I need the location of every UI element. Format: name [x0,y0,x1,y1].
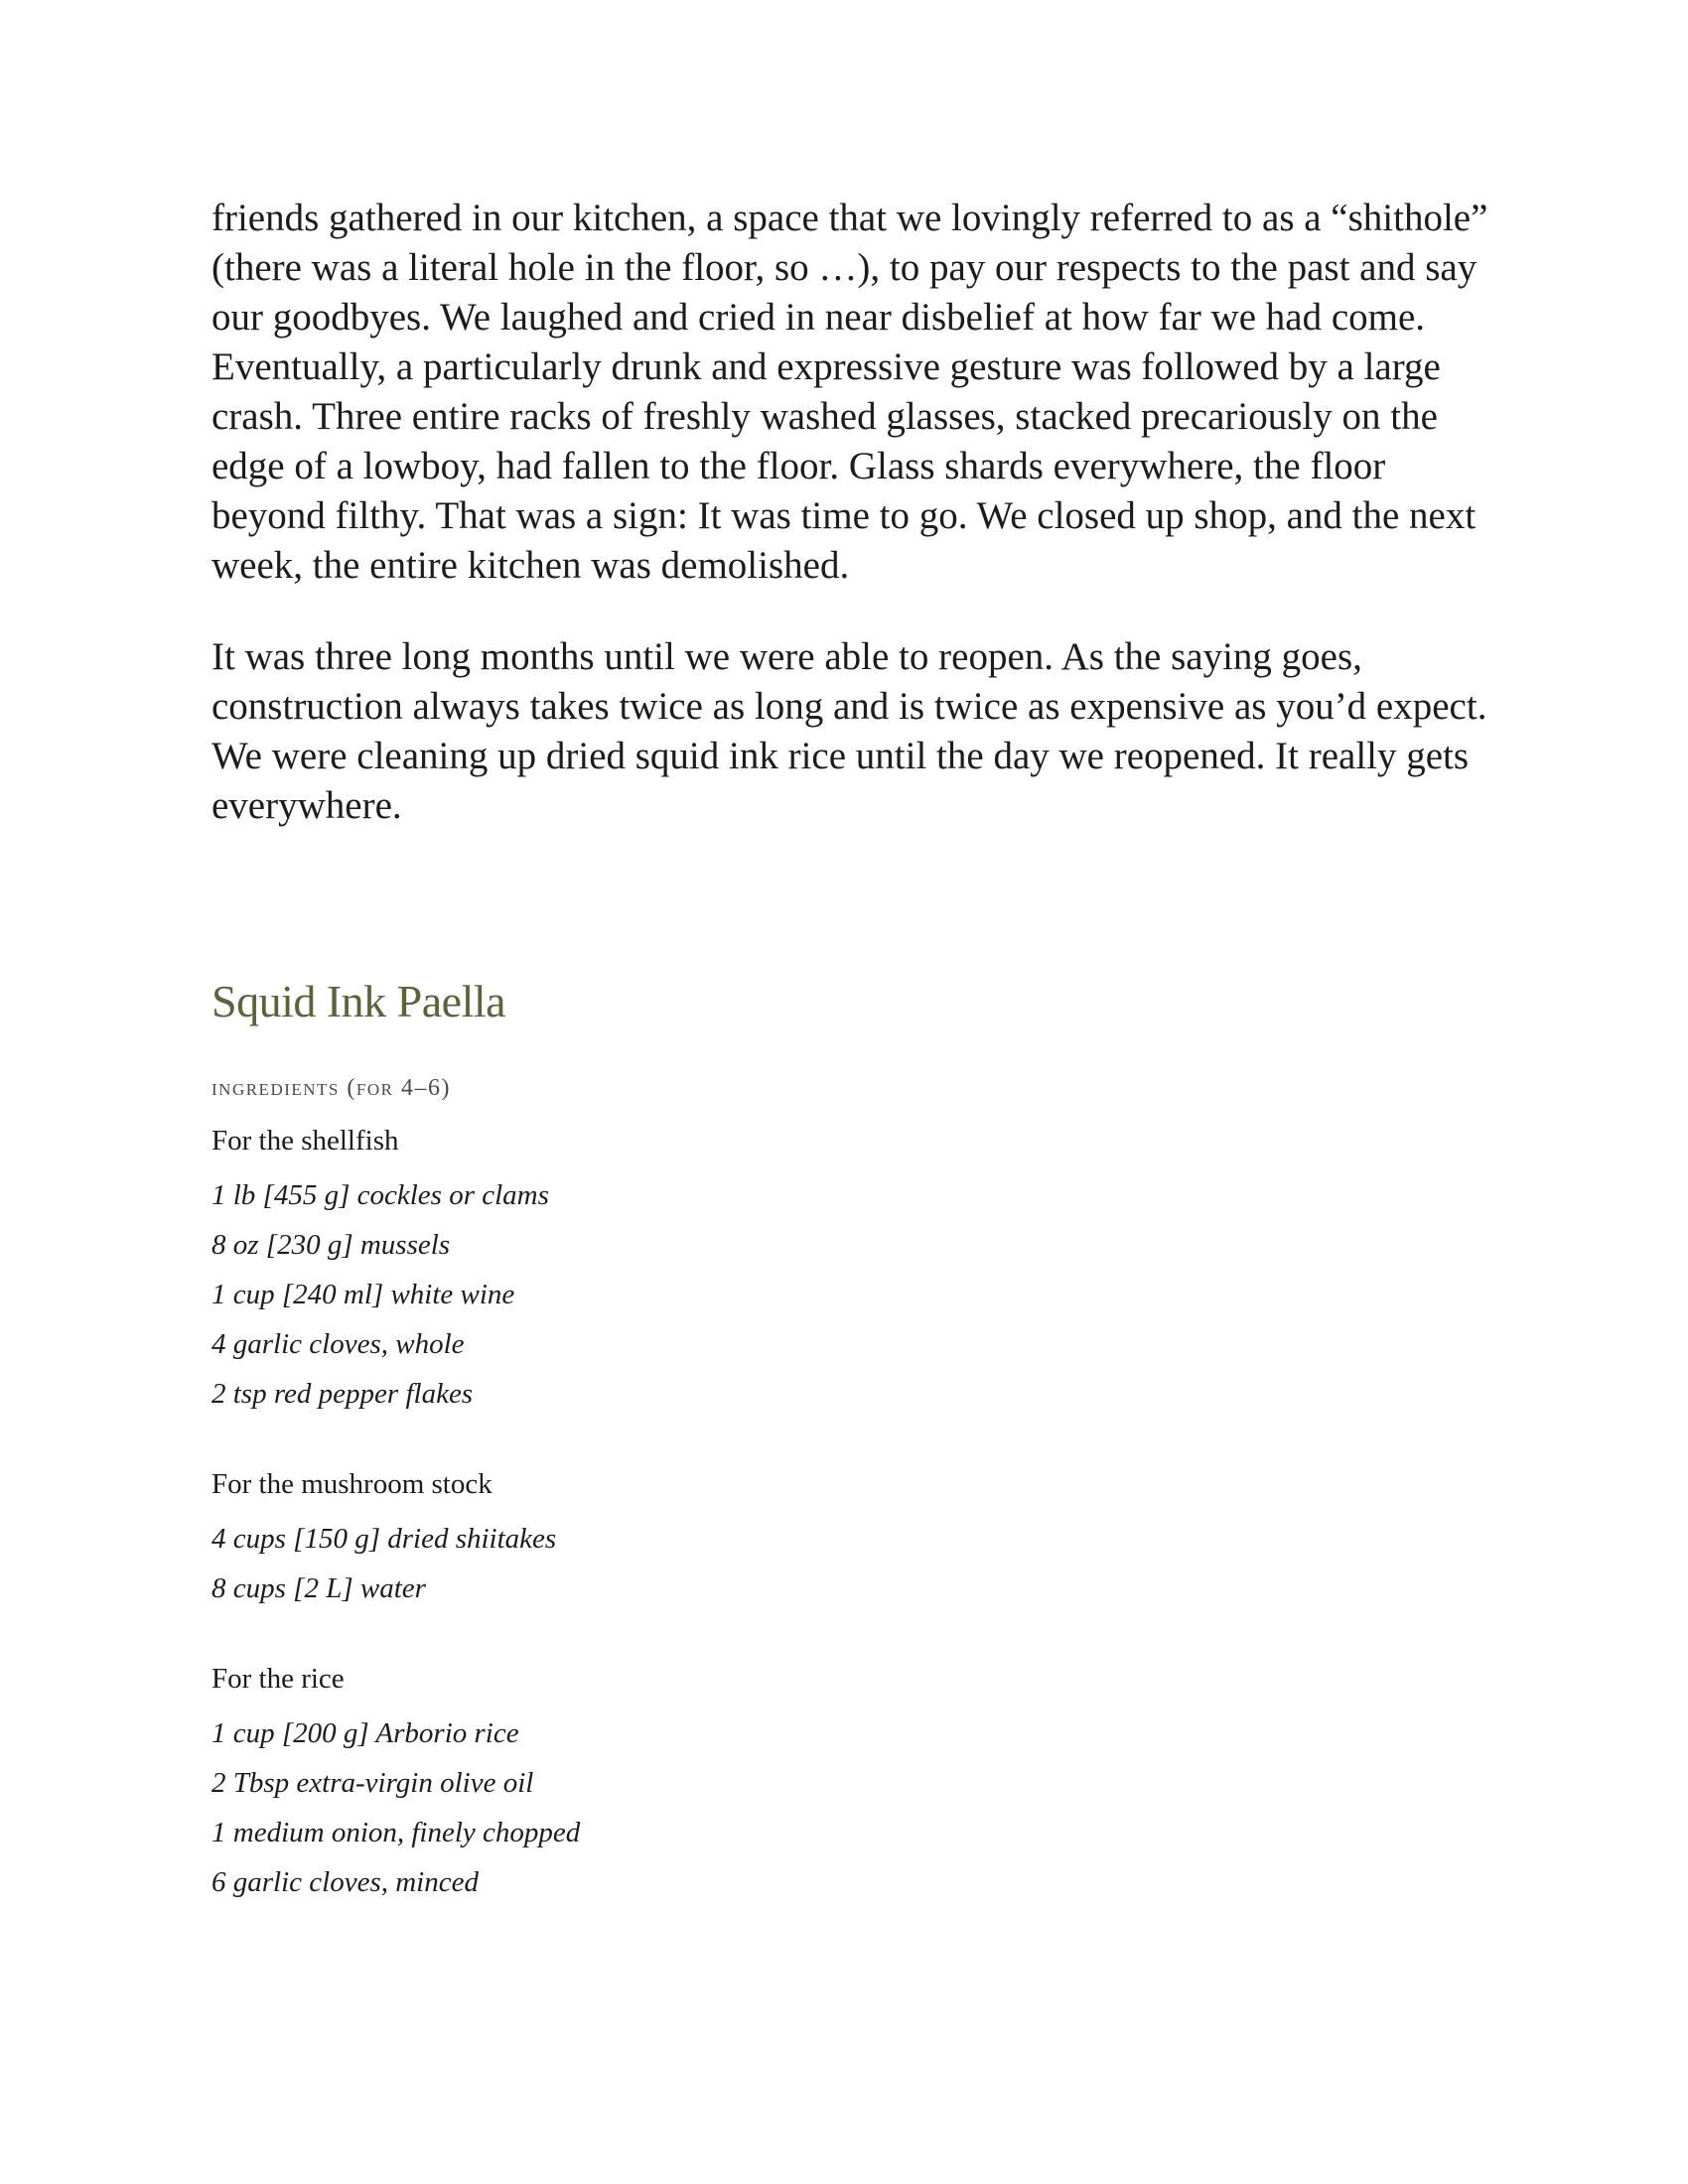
ingredients-heading: ingredients (for 4–6) [211,1075,451,1101]
ingredient-group-shellfish [211,1121,1492,1419]
ingredient-item: 1 cup [200 g] Arborio rice [211,1717,519,1749]
ingredient-item: 4 garlic cloves, whole [211,1328,465,1360]
recipe-title: Squid Ink Paella [211,976,506,1026]
body-paragraph: It was three long months until we were able to reopen. As the saying goes, construction always takes twice as long and is twice as expensive as you’d expect. We were cleaning up dried squid ink rice until the day we reopened. It really gets everywhere. [211,635,1487,827]
ingredient-group-rice [211,1659,1492,1907]
ingredient-list [211,1514,1492,1613]
ingredient-item: 2 tsp red pepper flakes [211,1378,474,1410]
ingredient-item: 2 Tbsp extra-virgin olive oil [211,1767,534,1799]
ingredient-item: 1 lb [455 g] cockles or clams [211,1179,549,1211]
ingredient-item: 1 cup [240 ml] white wine [211,1279,515,1310]
ingredient-item: 8 cups [2 L] water [211,1572,426,1604]
ingredient-item: 4 cups [150 g] dried shiitakes [211,1523,557,1555]
ingredient-group-title: For the mushroom stock [211,1468,492,1500]
page-content [211,194,1492,1953]
body-paragraph: friends gathered in our kitchen, a space that we lovingly referred to as a “shithole” (there was a literal hole in the floor, so …), to pay our respects to the past and say our goodbyes. We laughed and cried in near disbelief at how far we had come. Eventually, a particularly drunk and expressive gesture was followed by a large crash. Three entire racks of freshly washed glasses, stacked precariously on the edge of a lowboy, had fallen to the floor. Glass shards everywhere, the floor beyond filthy. That was a sign: It was time to go. We closed up shop, and the next week, the entire kitchen was demolished. [211,197,1488,587]
ingredient-group-title: For the shellfish [211,1125,399,1157]
ingredient-list [211,1708,1492,1907]
ingredient-item: 1 medium onion, finely chopped [211,1817,581,1848]
ingredient-list [211,1170,1492,1419]
ingredient-item: 8 oz [230 g] mussels [211,1229,451,1261]
ingredient-group-title: For the rice [211,1663,345,1695]
ingredient-group-mushroom-stock [211,1464,1492,1613]
ingredient-item: 6 garlic cloves, minced [211,1866,479,1898]
